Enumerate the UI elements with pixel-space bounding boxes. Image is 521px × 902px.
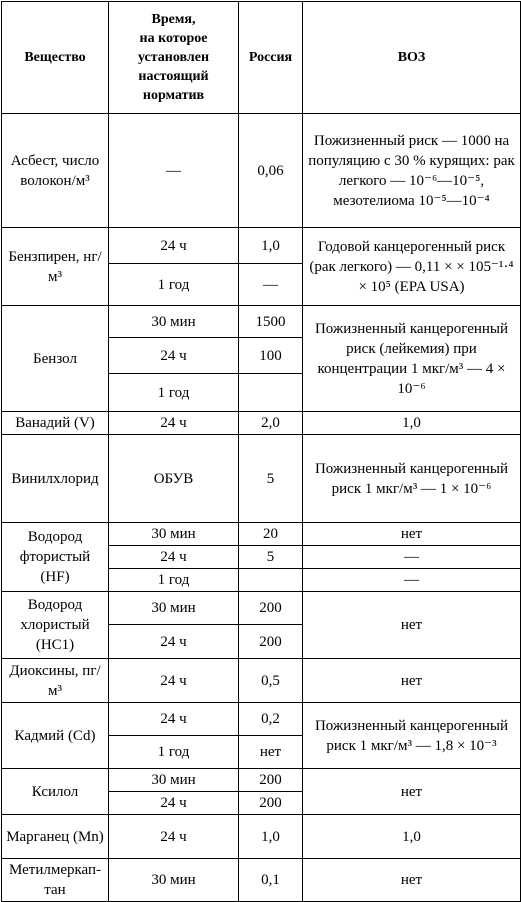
time-cell: 30 мин [109, 859, 239, 902]
russia-cell: 2,0 [239, 412, 303, 435]
who-cell: 1,0 [303, 815, 521, 859]
substance-cell: Метилмеркап-тан [2, 859, 109, 902]
russia-cell: 200 [239, 592, 303, 625]
time-cell: 24 ч [109, 546, 239, 569]
time-cell: 24 ч [109, 659, 239, 703]
russia-cell: 5 [239, 546, 303, 569]
time-cell: 30 мин [109, 306, 239, 338]
who-cell: нет [303, 769, 521, 815]
russia-cell: 100 [239, 338, 303, 374]
russia-cell: 200 [239, 625, 303, 659]
header-time: Время, на которое установлен настоящий норматив [109, 2, 239, 114]
substance-cell: Марганец (Mn) [2, 815, 109, 859]
russia-cell: 0,5 [239, 659, 303, 703]
header-substance: Вещество [2, 2, 109, 114]
time-cell: 24 ч [109, 625, 239, 659]
table-row [2, 435, 521, 523]
table-row [2, 815, 521, 859]
russia-cell: 20 [239, 523, 303, 546]
substance-cell: Кадмий (Cd) [2, 703, 109, 769]
russia-cell: нет [239, 736, 303, 769]
who-cell: — [303, 569, 521, 592]
substance-cell: Ксилол [2, 769, 109, 815]
table-row [2, 769, 521, 792]
russia-cell: 200 [239, 792, 303, 815]
time-cell: 30 мин [109, 523, 239, 546]
who-cell: — [303, 546, 521, 569]
who-cell: нет [303, 859, 521, 902]
time-cell: ОБУВ [109, 435, 239, 523]
header-who: ВОЗ [303, 2, 521, 114]
who-cell: нет [303, 592, 521, 659]
russia-cell: 0,1 [239, 859, 303, 902]
table-row [2, 306, 521, 338]
who-cell: Пожизненный канцерогенный риск (лейкемия) при концентрации 1 мкг/м³ — 4 × 10⁻⁶ [303, 306, 521, 412]
substance-cell: Бензпирен, нг/м³ [2, 228, 109, 306]
time-cell: 1 год [109, 264, 239, 306]
who-cell: нет [303, 523, 521, 546]
table-row [2, 703, 521, 736]
time-cell: 1 год [109, 374, 239, 412]
russia-cell: 5 [239, 435, 303, 523]
russia-cell: 200 [239, 769, 303, 792]
russia-cell: — [239, 264, 303, 306]
who-cell: Пожизненный канцерогенный риск 1 мкг/м³ — 1 × 10⁻⁶ [303, 435, 521, 523]
header-russia: Россия [239, 2, 303, 114]
russia-cell: 0,06 [239, 114, 303, 228]
table-row [2, 659, 521, 703]
time-cell: 30 мин [109, 769, 239, 792]
table-row [2, 523, 521, 546]
russia-cell [239, 569, 303, 592]
russia-cell [239, 374, 303, 412]
time-cell: 24 ч [109, 228, 239, 264]
russia-cell: 1500 [239, 306, 303, 338]
time-cell: — [109, 114, 239, 228]
table-row [2, 412, 521, 435]
header-row [2, 2, 521, 114]
time-cell: 1 год [109, 736, 239, 769]
russia-cell: 0,2 [239, 703, 303, 736]
time-cell: 30 мин [109, 592, 239, 625]
time-cell: 24 ч [109, 412, 239, 435]
substance-cell: Ванадий (V) [2, 412, 109, 435]
substance-cell: Водород фтористый (HF) [2, 523, 109, 592]
time-cell: 24 ч [109, 338, 239, 374]
time-cell: 24 ч [109, 815, 239, 859]
who-cell: Пожизненный риск — 1000 на популяцию с 30 % курящих: рак легкого — 10⁻⁶—10⁻⁵, мезотелиома 10⁻⁵—10⁻⁴ [303, 114, 521, 228]
substance-cell: Винилхлорид [2, 435, 109, 523]
time-cell: 24 ч [109, 792, 239, 815]
substance-cell: Водород хлористый (HC1) [2, 592, 109, 659]
standards-table [1, 1, 521, 902]
who-cell: Пожизненный канцерогенный риск 1 мкг/м³ — 1,8 × 10⁻³ [303, 703, 521, 769]
substance-cell: Бензол [2, 306, 109, 412]
table-row [2, 114, 521, 228]
table-row [2, 228, 521, 264]
russia-cell: 1,0 [239, 815, 303, 859]
who-cell: нет [303, 659, 521, 703]
table-row [2, 859, 521, 902]
time-cell: 24 ч [109, 703, 239, 736]
who-cell: 1,0 [303, 412, 521, 435]
substance-cell: Асбест, число волокон/м³ [2, 114, 109, 228]
table-row [2, 592, 521, 625]
time-cell: 1 год [109, 569, 239, 592]
substance-cell: Диоксины, пг/м³ [2, 659, 109, 703]
russia-cell: 1,0 [239, 228, 303, 264]
who-cell: Годовой канцерогенный риск (рак легкого) — 0,11 × × 105⁻¹·⁴ × 10⁵ (EPA USA) [303, 228, 521, 306]
